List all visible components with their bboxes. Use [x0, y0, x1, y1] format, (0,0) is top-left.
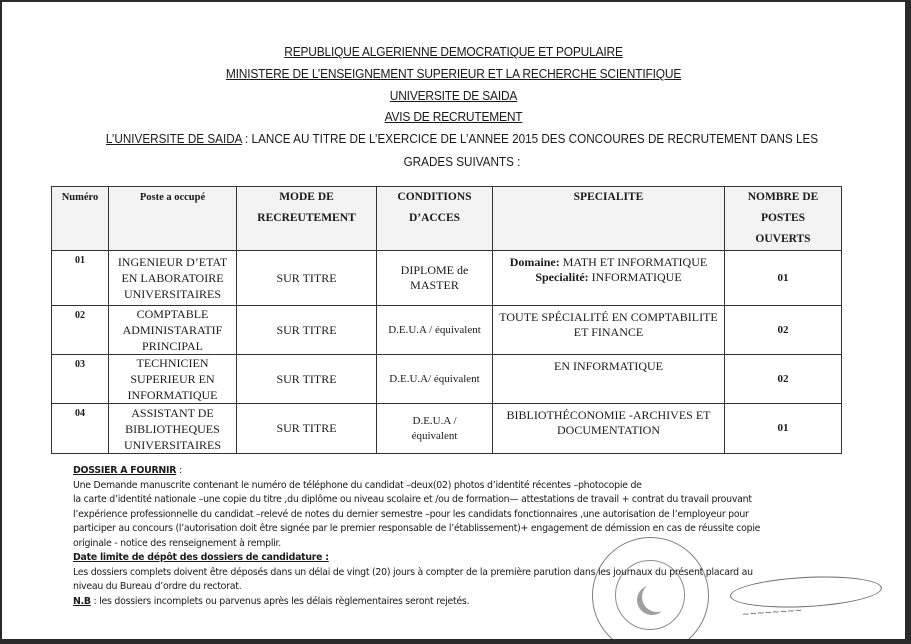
specialite-value: INFORMATIQUE [588, 270, 682, 284]
signature-scribble: ~~~~~~~~ [741, 605, 803, 621]
crescent-emblem-icon [642, 582, 672, 612]
col-header-poste [109, 187, 237, 251]
cell-poste-line: PRINCIPAL [142, 339, 203, 353]
cell-specialite-line: ET FINANCE [573, 325, 644, 339]
dossier-line: participer au concours (l’autorisation doit être signée par le premier responsable de l’établissement)+ engagement de démission en cas de réussite copie [73, 523, 761, 534]
col-header-mode-l2: RECREUTEMENT [257, 212, 356, 224]
cell-specialite-line: TOUTE SPÉCIALITÉ EN COMPTABILITE [499, 310, 718, 324]
table-row [52, 355, 842, 404]
cell-specialite [493, 404, 725, 454]
cell-conditions-line: équivalent [411, 429, 458, 442]
cell-poste-line: UNIVERSITAIRES [123, 287, 222, 301]
dossier-title: DOSSIER A FOURNIR [73, 465, 177, 476]
dossier-line: la carte d’identité nationale –une copie du titre ,du diplôme ou niveau scolaire et /ou de formation— attestations de travail + contrat du travail prouvant [73, 494, 752, 505]
cell-conditions-line: DIPLOME de [400, 263, 469, 277]
col-header-nombre-l3: OUVERTS [755, 233, 811, 245]
intro-paragraph [102, 127, 822, 173]
dossier-section [73, 464, 853, 609]
cell-mode: SUR TITRE [237, 306, 377, 355]
col-header-nombre-l2: POSTES [760, 212, 806, 224]
header-ministry [38, 66, 869, 81]
cell-poste-line: INFORMATIQUE [127, 388, 218, 402]
cell-conditions-line: MASTER [410, 278, 459, 292]
col-header-specialite [493, 187, 725, 251]
cell-specialite-line: DOCUMENTATION [556, 423, 661, 437]
specialite-label: Specialité: [535, 270, 589, 284]
cell-poste [109, 355, 237, 404]
cell-postes-count: 02 [725, 306, 842, 355]
col-header-mode [237, 187, 377, 251]
cell-poste [109, 404, 237, 454]
cell-mode: SUR TITRE [237, 355, 377, 404]
cell-poste [109, 306, 237, 355]
cell-numero: 03 [52, 355, 109, 404]
header-university [38, 88, 869, 103]
cell-conditions [377, 251, 493, 306]
table-row [52, 306, 842, 355]
cell-conditions: D.E.U.A / équivalent [377, 306, 493, 355]
cell-conditions-line: D.E.U.A / [412, 414, 457, 427]
cell-poste-line: COMPTABLE [136, 307, 209, 321]
scanned-document-page [2, 2, 905, 639]
cell-poste-line: INGENIEUR D’ETAT [117, 255, 228, 269]
cell-specialite [493, 355, 725, 404]
cell-specialite [493, 306, 725, 355]
dossier-title-suffix: : [176, 465, 182, 476]
cell-numero: 04 [52, 404, 109, 454]
dossier-heading [73, 464, 853, 479]
col-header-nombre [725, 187, 842, 251]
deadline-line: Les dossiers complets doivent être déposés dans un délai de vingt (20) jours à compter de la première parution dans les journaux du présent placard au [73, 566, 753, 578]
nb-label: N.B [73, 595, 91, 607]
intro-subject: L’UNIVERSITE DE SAIDA [105, 131, 242, 146]
page-title [38, 109, 869, 124]
table-header-row [52, 187, 842, 251]
col-header-cond-l2: D’ACCES [408, 212, 461, 224]
col-header-numero [52, 187, 109, 251]
col-header-specialite-text: SPECIALITE [573, 191, 644, 203]
cell-postes-count: 01 [725, 404, 842, 454]
header-republic-text: REPUBLIQUE ALGERIENNE DEMOCRATIQUE ET POPULAIRE [284, 44, 623, 59]
cell-poste-line: SUPERIEUR EN [130, 372, 215, 386]
cell-conditions [377, 404, 493, 454]
cell-numero: 01 [52, 251, 109, 306]
col-header-numero-text: Numéro [61, 192, 99, 203]
cell-numero: 02 [52, 306, 109, 355]
cell-postes-count: 02 [725, 355, 842, 404]
dossier-line: originale - notice des renseignement à remplir. [73, 537, 282, 549]
dossier-line: Une Demande manuscrite contenant le numéro de téléphone du candidat –deux(02) photos d’identité récentes –photocopie de [73, 479, 642, 491]
cell-poste-line: ASSISTANT DE [131, 405, 214, 420]
cell-poste-line: EN LABORATOIRE [121, 271, 224, 285]
page-title-text: AVIS DE RECRUTEMENT [384, 109, 523, 124]
cell-poste-line: ADMINISTARATIF [122, 323, 223, 337]
header-university-text: UNIVERSITE DE SAIDA [389, 88, 518, 103]
col-header-cond-l1: CONDITIONS [397, 191, 472, 203]
cell-specialite [493, 251, 725, 306]
deadline-title: Date limite de dépôt des dossiers de candidature : [73, 552, 329, 563]
col-header-mode-l1: MODE DE [279, 191, 334, 203]
header-republic [38, 44, 869, 59]
intro-rest: : LANCE AU TITRE DE L’EXERCICE DE L’ANNEE 2015 DES CONCOURES DE RECRUTEMENT DANS LES [241, 131, 819, 146]
cell-specialite-line: BIBLIOTHÉCONOMIE -ARCHIVES ET [506, 408, 711, 422]
cell-poste-line: TECHNICIEN [136, 356, 209, 370]
intro-line2: GRADES SUIVANTS : [403, 154, 521, 169]
cell-conditions: D.E.U.A/ équivalent [377, 355, 493, 404]
table-row [52, 404, 842, 454]
dossier-line: l’expérience professionnelle du candidat –relevé de notes du dernier semestre –pour les candidats fonctionnaires ,une autorisation de l’employeur pour [73, 508, 749, 520]
col-header-conditions [377, 187, 493, 251]
deadline-heading [73, 551, 853, 566]
domaine-value: MATH ET INFORMATIQUE [559, 255, 708, 269]
cell-poste-line: BIBLIOTHEQUES [125, 421, 220, 436]
nb-text: : les dossiers incomplets ou parvenus après les délais règlementaires seront rejetés. [90, 595, 470, 607]
cell-mode: SUR TITRE [237, 251, 377, 306]
cell-postes-count: 01 [725, 251, 842, 306]
recruitment-table [51, 186, 842, 454]
header-ministry-text: MINISTERE DE L’ENSEIGNEMENT SUPERIEUR ET LA RECHERCHE SCIENTIFIQUE [225, 66, 682, 81]
col-header-nombre-l1: NOMBRE DE [747, 191, 819, 203]
cell-poste-line: UNIVERSITAIRES [123, 437, 222, 452]
cell-poste [109, 251, 237, 306]
deadline-line: niveau du Bureau d’ordre du rectorat. [73, 581, 242, 592]
col-header-poste-text: Poste a occupé [139, 192, 206, 203]
domaine-label: Domaine: [509, 255, 560, 269]
cell-specialite-line: EN INFORMATIQUE [554, 359, 663, 373]
cell-mode: SUR TITRE [237, 404, 377, 454]
table-row [52, 251, 842, 306]
